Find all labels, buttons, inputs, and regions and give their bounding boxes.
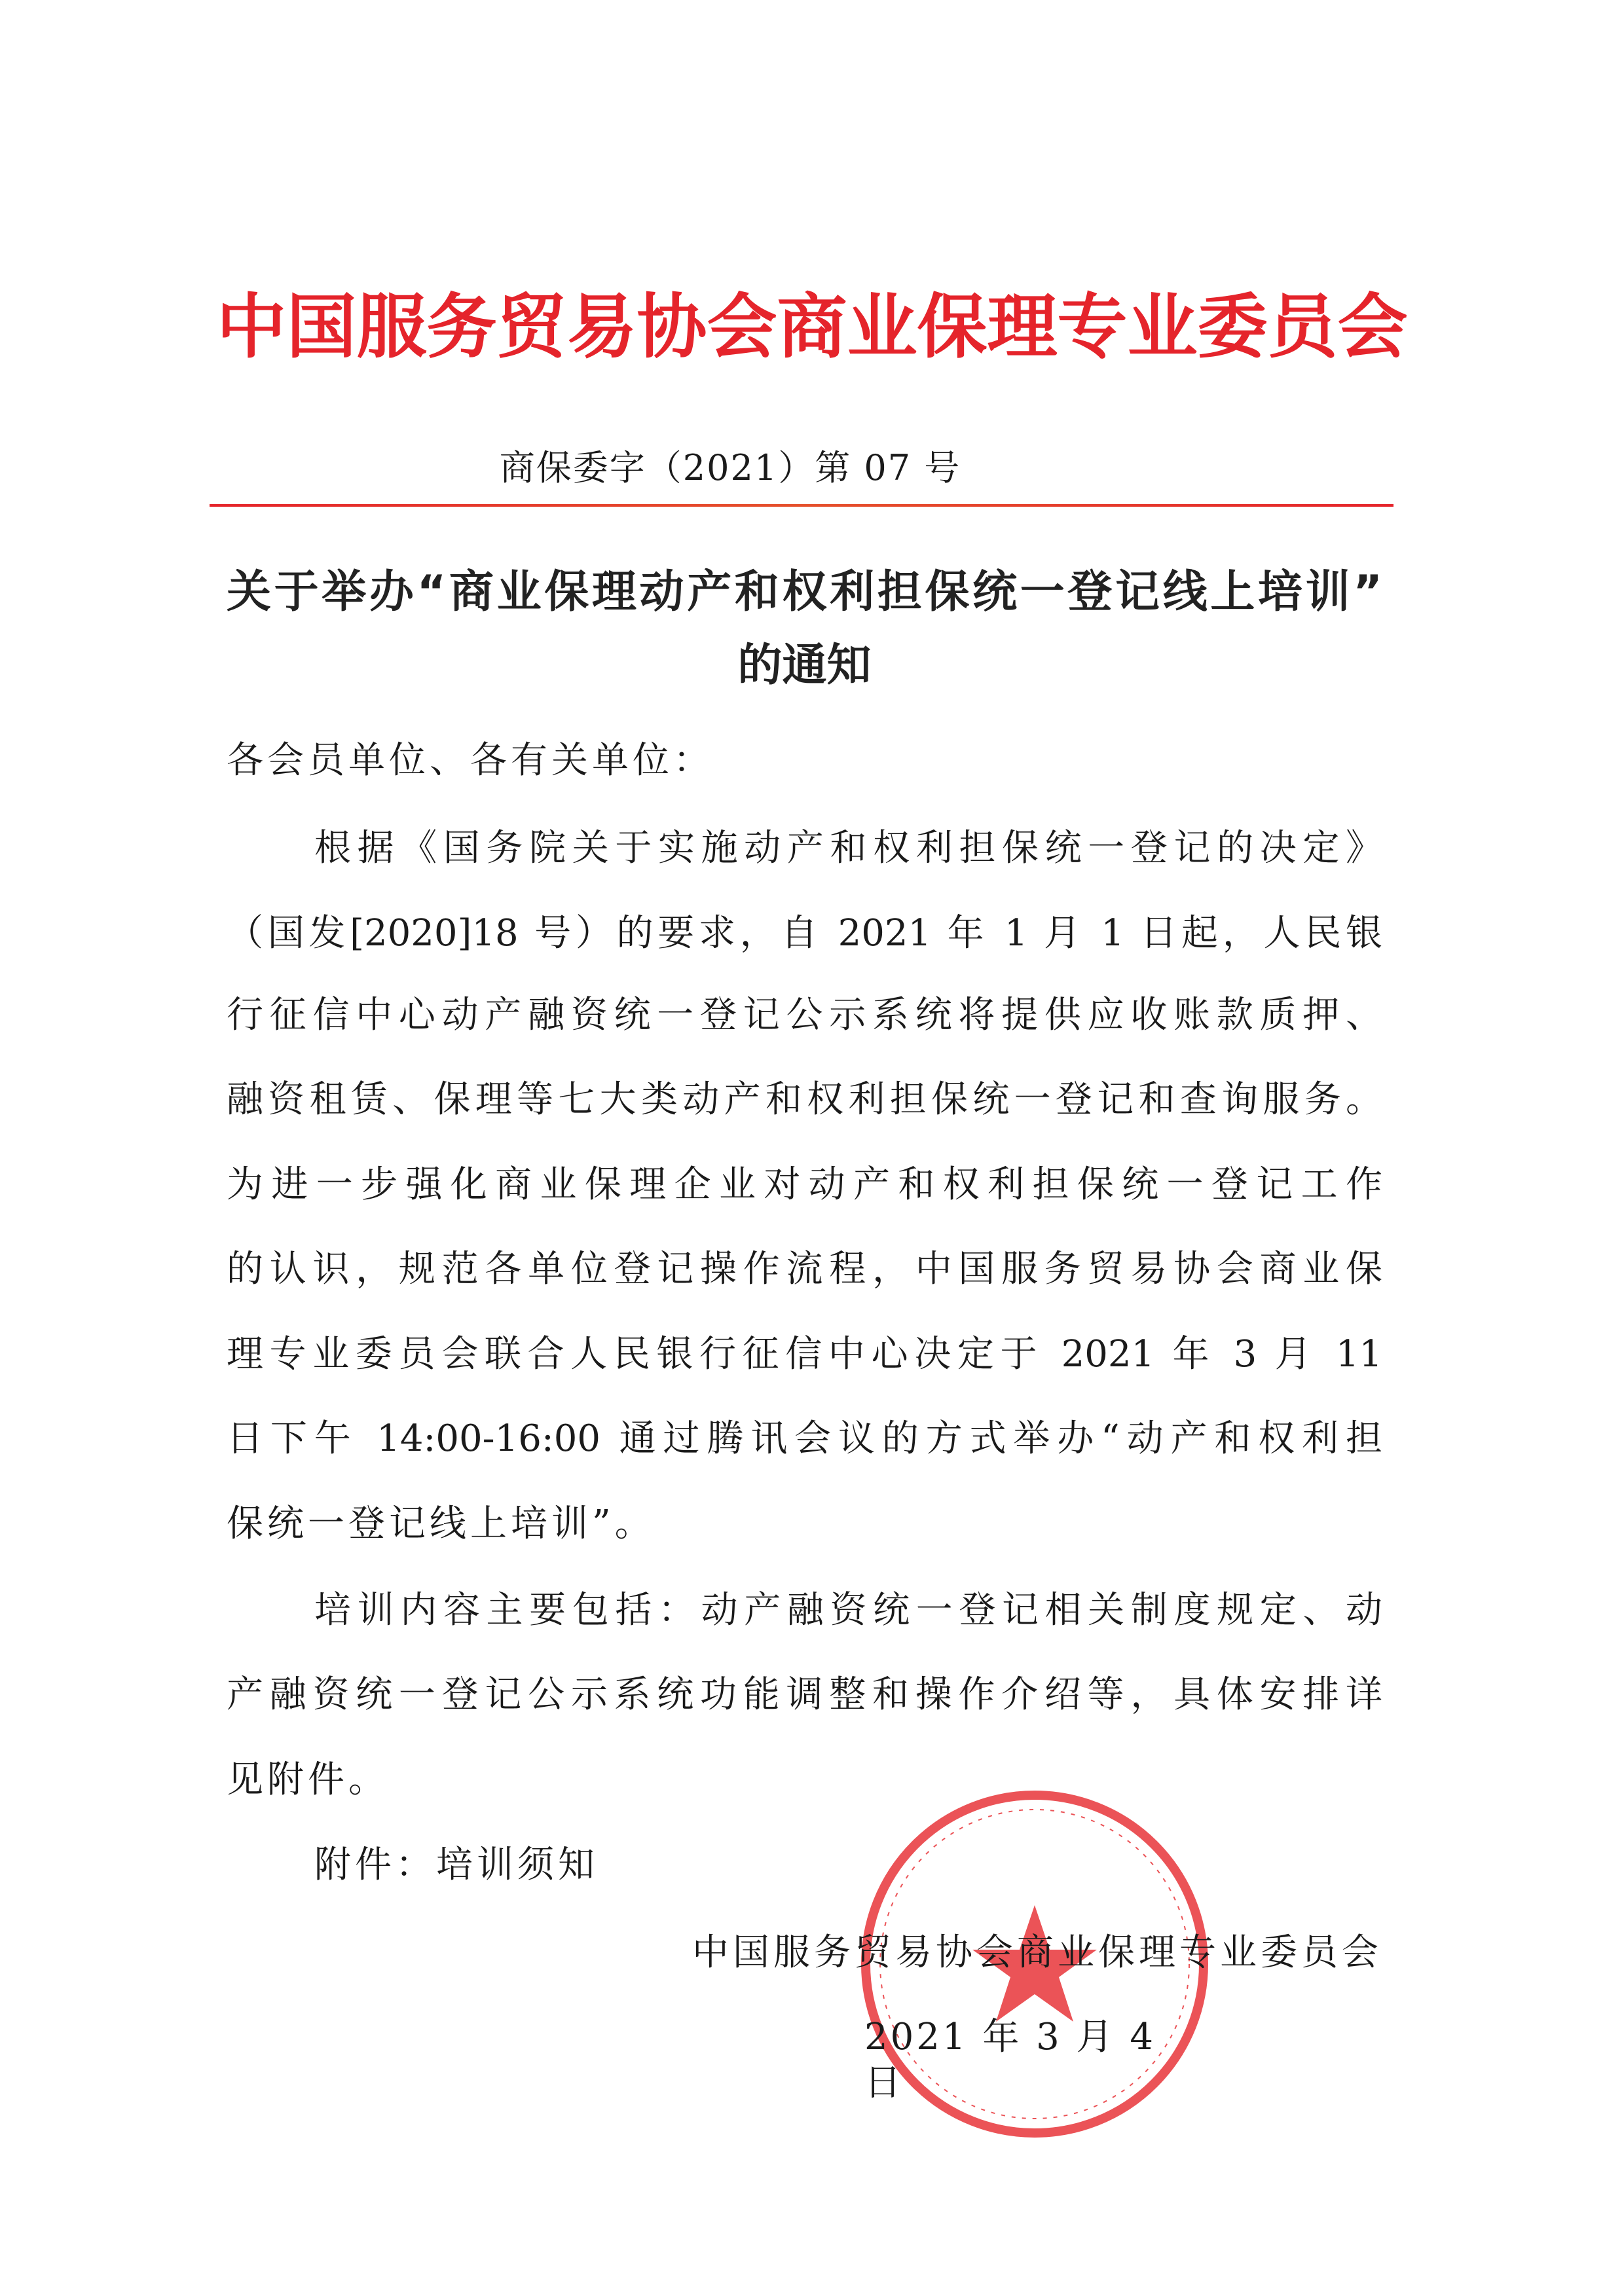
body-line: 理专业委员会联合人民银行征信中心决定于 2021 年 3 月 11	[227, 1333, 1382, 1376]
body-line: 根据《国务院关于实施动产和权利担保统一登记的决定》	[314, 827, 1382, 869]
red-divider	[210, 504, 1393, 507]
org-name: 中国服务贸易协会商业保理专业委员会	[216, 287, 1408, 368]
notice-title-line-2: 的通知	[737, 640, 872, 691]
salutation: 各会员单位、各有关单位：	[227, 739, 714, 782]
body-line: 产融资统一登记公示系统功能调整和操作介绍等，具体安排详	[227, 1673, 1382, 1716]
body-line: 见附件。	[227, 1758, 389, 1801]
body-line: 保统一登记线上培训”。	[227, 1503, 655, 1545]
org-letterhead	[0, 275, 1624, 380]
body-line: 行征信中心动产融资统一登记公示系统将提供应收账款质押、	[227, 994, 1382, 1036]
notice-title-line-1: 关于举办“商业保理动产和权利担保统一登记线上培训”	[227, 566, 1382, 618]
issue-date: 2021 年 3 月 4 日	[864, 2016, 1156, 2104]
body-line: 日下午 14:00-16:00 通过腾讯会议的方式举办“动产和权利担	[227, 1417, 1382, 1460]
body-line: 的认识，规范各单位登记操作流程，中国服务贸易协会商业保	[227, 1248, 1382, 1290]
issuer-signature: 中国服务贸易协会商业保理专业委员会	[692, 1931, 1382, 1974]
body-line: 为进一步强化商业保理企业对动产和权利担保统一登记工作	[227, 1163, 1382, 1206]
body-line: 融资租赁、保理等七大类动产和权利担保统一登记和查询服务。	[227, 1078, 1382, 1121]
body-line: 培训内容主要包括：动产融资统一登记相关制度规定、动	[314, 1589, 1382, 1631]
body-line: （国发[2020]18 号）的要求，自 2021 年 1 月 1 日起，人民银	[227, 912, 1382, 955]
attachment-note: 附件：培训须知	[314, 1844, 599, 1886]
document-number: 商保委字（2021）第 07 号	[499, 447, 961, 488]
